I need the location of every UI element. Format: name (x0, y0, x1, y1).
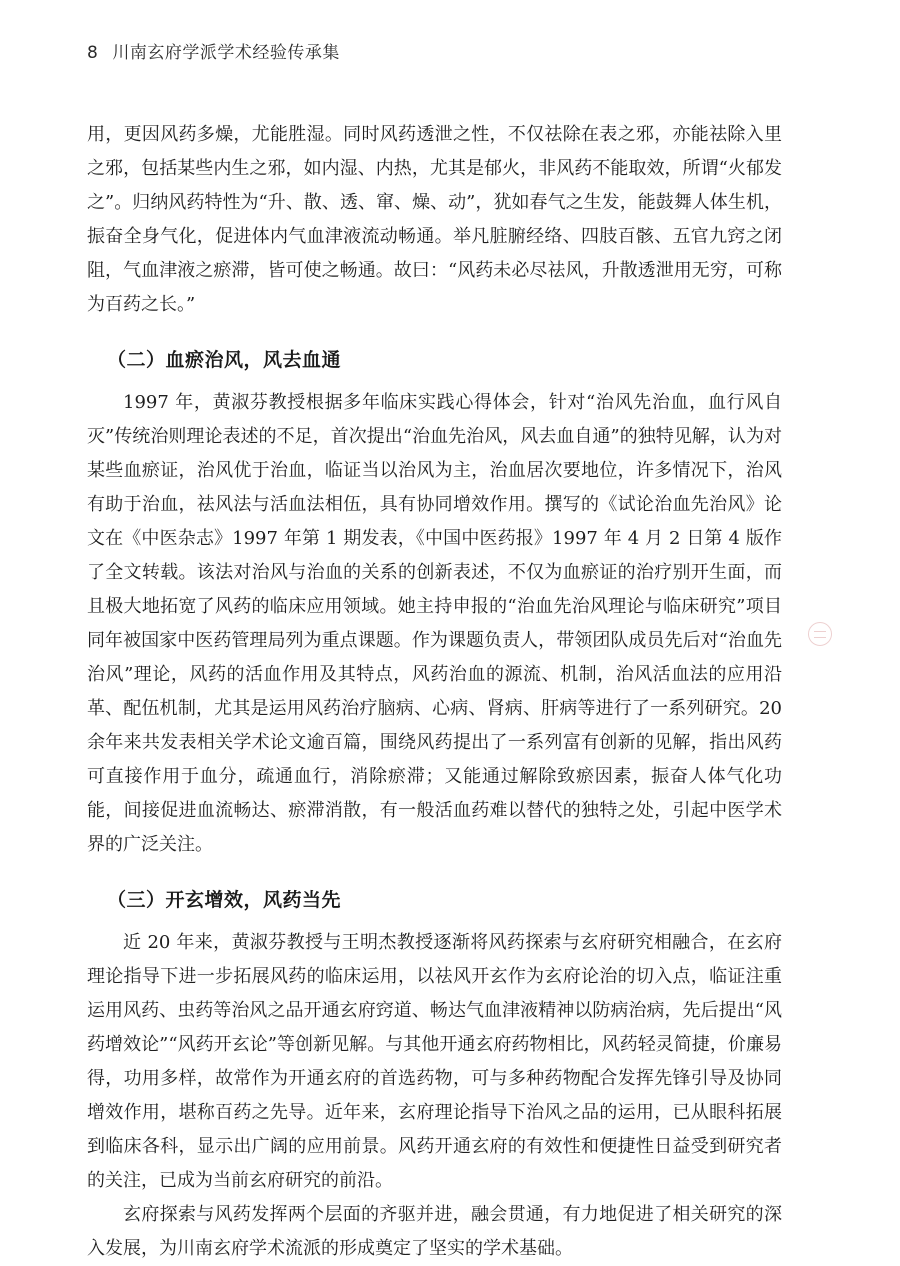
section-heading-2: （二）血瘀治风，风去血通 (107, 349, 342, 371)
running-header (87, 42, 340, 64)
section-2-paragraph-1: 1997 年，黄淑芬教授根据多年临床实践心得体会，针对“治风先治血，血行风自灭”传统治则理论表述的不足，首次提出“治血先治风，风去血自通”的独特见解，认为对某些血瘀证，治风优于治血，临证当以治风为主，治血居次要地位，许多情况下，治风有助于治血，祛风法与活血法相伍，具有协同增效作用。撰写的《试论治血先治风》论文在《中医杂志》1997 年第 1 期发表，《中国中医药报》1997 年 4 月 2 日第 4 版作了全文转载。该法对治风与治血的关系的创新表述，不仅为血瘀证的治疗别开生面，而且极大地拓宽了风药的临床应用领域。她主持申报的“治血先治风理论与临床研究”项目同年被国家中医药管理局列为重点课题。作为课题负责人，带领团队成员先后对“治血先治风”理论，风药的活血作用及其特点，风药治血的源流、机制，治风活血法的应用沿革、配伍机制，尤其是运用风药治疗脑病、心病、肾病、肝病等进行了一系列研究。20 余年来共发表相关学术论文逾百篇，围绕风药提出了一系列富有创新的见解，指出风药可直接作用于血分，疏通血行，消除瘀滞；又能通过解除致瘀因素，振奋人体气化功能，间接促进血流畅达、瘀滞消散，有一般活血药难以替代的独特之处，引起中医学术界的广泛关注。 (87, 392, 782, 855)
page-number: 8 (87, 43, 99, 63)
page-body (87, 118, 782, 1266)
section-heading-3: （三）开玄增效，风药当先 (107, 889, 342, 911)
margin-stamp-icon (808, 622, 832, 646)
section-3-paragraph-2: 玄府探索与风药发挥两个层面的齐驱并进，融会贯通，有力地促进了相关研究的深入发展，为川南玄府学术流派的形成奠定了坚实的学术基础。 (87, 1204, 782, 1259)
intro-paragraph: 用，更因风药多燥，尤能胜湿。同时风药透泄之性，不仅祛除在表之邪，亦能祛除入里之邪，包括某些内生之邪，如内湿、内热，尤其是郁火，非风药不能取效，所谓“火郁发之”。归纳风药特性为“升、散、透、窜、燥、动”，犹如春气之生发，能鼓舞人体生机，振奋全身气化，促进体内气血津液流动畅通。举凡脏腑经络、四肢百骸、五官九窍之闭阻，气血津液之瘀滞，皆可使之畅通。故曰：“风药未必尽祛风，升散透泄用无穷，可称为百药之长。” (87, 124, 782, 315)
book-title: 川南玄府学派学术经验传承集 (112, 43, 340, 63)
section-3-paragraph-1: 近 20 年来，黄淑芬教授与王明杰教授逐渐将风药探索与玄府研究相融合，在玄府理论指导下进一步拓展风药的临床运用，以祛风开玄作为玄府论治的切入点，临证注重运用风药、虫药等治风之品开通玄府窍道、畅达气血津液精神以防病治病，先后提出“风药增效论”“风药开玄论”等创新见解。与其他开通玄府药物相比，风药轻灵简捷，价廉易得，功用多样，故常作为开通玄府的首选药物，可与多种药物配合发挥先锋引导及协同增效作用，堪称百药之先导。近年来，玄府理论指导下治风之品的运用，已从眼科拓展到临床各科，显示出广阔的应用前景。风药开通玄府的有效性和便捷性日益受到研究者的关注，已成为当前玄府研究的前沿。 (87, 932, 782, 1191)
